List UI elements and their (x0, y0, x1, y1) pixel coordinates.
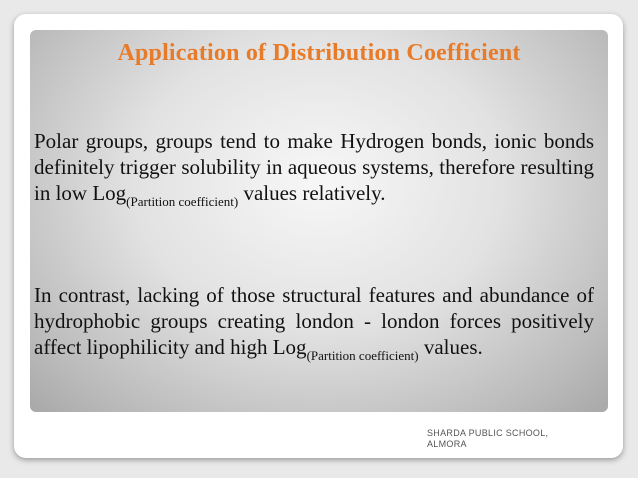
paragraph-2-text: In contrast, lacking of those structural features and abundance of hydrophobic groups creating london - london forces positively affect lipophilicity and high Log (34, 283, 594, 359)
paragraph-polar-groups (34, 128, 594, 209)
footer-line-1: SHARDA PUBLIC SCHOOL, (427, 428, 549, 438)
paragraph-1-tail: values relatively. (243, 181, 386, 205)
slide-title: Application of Distribution Coefficient (117, 40, 521, 66)
paragraph-2-subscript: (Partition coefficient) (306, 348, 419, 363)
paragraph-2-tail: values. (418, 335, 483, 359)
paragraph-1-text: Polar groups, groups tend to make Hydrogen bonds, ionic bonds definitely trigger solubility in aqueous systems, therefore resulting in low Log (34, 129, 594, 205)
paragraph-1-subscript: (Partition coefficient) (126, 194, 239, 209)
paragraph-contrast (34, 282, 594, 363)
footer-school-name (427, 428, 548, 450)
footer-line-2: ALMORA (427, 439, 467, 449)
